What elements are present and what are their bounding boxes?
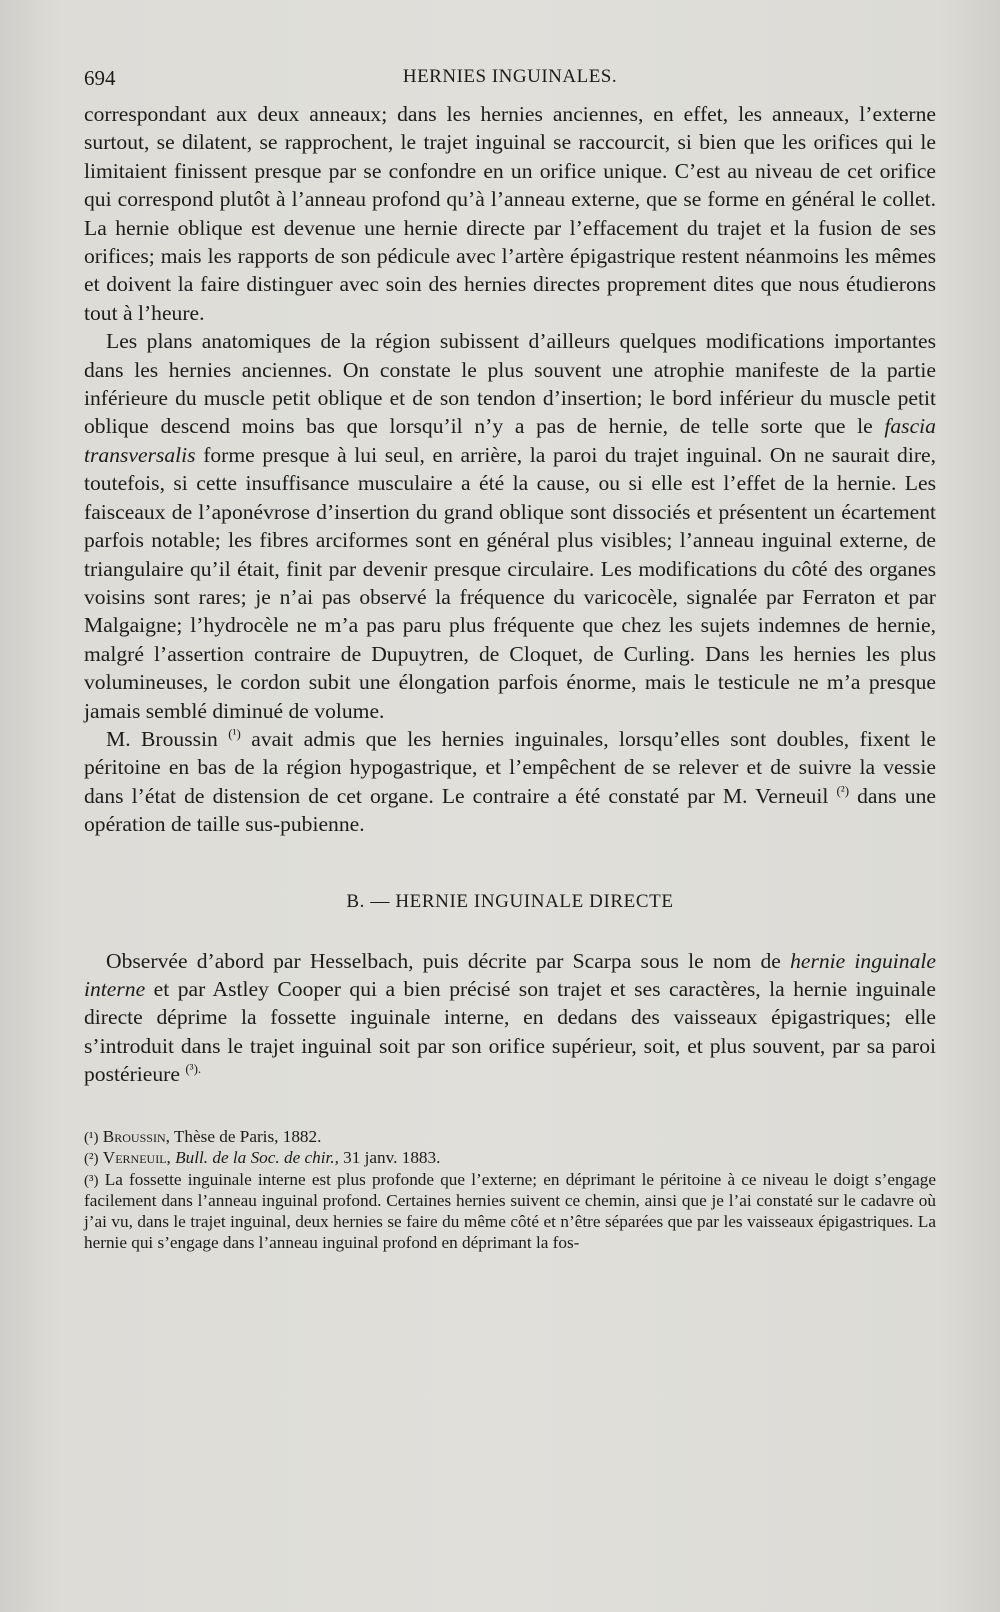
paragraph-3-text-a: M. Broussin bbox=[106, 726, 218, 751]
paragraph-3-text-c: dans une opération de taille sus-pubienne. bbox=[84, 783, 936, 837]
footnote-1-marker: (¹) bbox=[84, 1129, 99, 1146]
footnote-2-text: 31 janv. 1883. bbox=[343, 1148, 441, 1168]
page-number: 694 bbox=[84, 66, 116, 90]
running-head: HERNIES INGUINALES. bbox=[402, 66, 618, 87]
paragraph-2-italic: fascia transversalis bbox=[84, 414, 936, 467]
paragraph-1 bbox=[84, 100, 936, 327]
paragraph-3 bbox=[84, 725, 936, 839]
paragraph-4-italic: hernie inguinale interne bbox=[84, 948, 936, 1001]
footnote-3-marker: (³) bbox=[84, 1172, 99, 1189]
paragraph-2-text-b: forme presque à lui seul, en arrière, la paroi du trajet inguinal. On ne saurait dire, toutefois, si cette insuffisance musculaire a été la cause, ou si elle est l’effet de la hernie. Les faisceaux de l’aponévrose d’insertion du grand oblique sont dissociés et présentent un écartement parfois notable; les fibres arciformes sont en général plus visibles; l’anneau inguinal externe, de triangulaire qu’il était, finit par devenir presque circulaire. Les modifications du côté des organes voisins sont rares; je n’ai pas observé la fréquence du varicocèle, signalée par Ferraton et par Malgaigne; l’hydrocèle ne m’a pas paru plus fréquente que chez les sujets indemnes de hernie, malgré l’assertion contraire de Dupuytren, de Cloquet, de Curling. Dans les hernies les plus volumineuses, le cordon subit une élongation parfois énorme, mais le testicule ne m’a presque jamais semblé diminué de volume. bbox=[84, 442, 936, 723]
paragraph-4-text-b: et par Astley Cooper qui a bien précisé son trajet et ses caractères, la hernie inguinale directe déprime la fossette inguinale interne, en dedans des vaisseaux épigastriques; elle s’introduit dans le trajet inguinal soit par son orifice supérieur, soit, et plus souvent, par sa paroi postérieure bbox=[84, 976, 936, 1087]
footnote-ref-2: (²) bbox=[836, 782, 850, 798]
paragraph-1-text: correspondant aux deux anneaux; dans les hernies anciennes, en effet, les anneaux, l’externe surtout, se dilatent, se rapprochent, le trajet inguinal se raccourcit, si bien que les orifices qui le limitaient finissent presque par se confondre en un orifice unique. C’est au niveau de cet orifice qui correspond plutôt à l’anneau profond qu’à l’anneau externe, que se forme en général le collet. La hernie oblique est devenue une hernie directe par l’effacement du trajet et la fusion de ses orifices; mais les rapports de son pédicule avec l’artère épigastrique restent néanmoins les mêmes et doivent la faire distinguer avec soin des hernies directes proprement dites que nous étudierons tout à l’heure. bbox=[84, 102, 936, 325]
page-body bbox=[84, 100, 936, 1253]
footnote-ref-3: (³). bbox=[185, 1061, 202, 1076]
footnote-1-text: Thèse de Paris, 1882. bbox=[173, 1126, 322, 1146]
footnote-2 bbox=[84, 1148, 936, 1170]
footnote-1 bbox=[84, 1127, 936, 1149]
paragraph-2 bbox=[84, 327, 936, 725]
paragraph-4 bbox=[84, 947, 936, 1089]
footnote-2-italic: Bull. de la Soc. de chir., bbox=[175, 1148, 339, 1168]
paragraph-3-text-b: avait admis que les hernies inguinales, lorsqu’elles sont doubles, fixent le péritoine en bas de la région hypogastrique, et l’empêchent de se relever et de suivre la vessie dans l’état de distension de cet organe. Le contraire a été constaté par M. Verneuil bbox=[84, 726, 937, 808]
footnote-2-author: Verneuil, bbox=[102, 1148, 171, 1168]
paragraph-2-text-a: Les plans anatomiques de la région subissent d’ailleurs quelques modifications importantes dans les hernies anciennes. On constate le plus souvent une atrophie manifeste de la partie inférieure du muscle petit oblique et de son tendon d’insertion; le bord inférieur du muscle petit oblique descend moins bas que lorsqu’il n’y a pas de hernie, de telle sorte que le bbox=[84, 329, 936, 439]
footnote-ref-1: (¹) bbox=[228, 725, 241, 741]
footnote-2-marker: (²) bbox=[84, 1151, 99, 1168]
footnote-1-author: Broussin, bbox=[102, 1126, 170, 1146]
paragraph-4-text-a: Observée d’abord par Hesselbach, puis décrite par Scarpa sous le nom de bbox=[106, 948, 781, 973]
footnote-3 bbox=[84, 1170, 936, 1253]
page-header bbox=[84, 66, 936, 94]
footnotes bbox=[84, 1127, 936, 1254]
section-heading: B. — HERNIE INGUINALE DIRECTE bbox=[346, 890, 674, 912]
footnote-3-text: La fossette inguinale interne est plus profonde que l’externe; en déprimant le péritoine à ce niveau le doigt s’engage facilement dans l’anneau inguinal profond. Certaines hernies suivent ce chemin, ainsi que je l’ai constaté sur le cadavre où j’ai vu, dans le trajet inguinal, deux hernies se faire du même côté et n’être séparées que par les vaisseaux épigastriques. La hernie qui s’engage dans l’anneau inguinal profond en déprimant la fos- bbox=[84, 1169, 936, 1252]
